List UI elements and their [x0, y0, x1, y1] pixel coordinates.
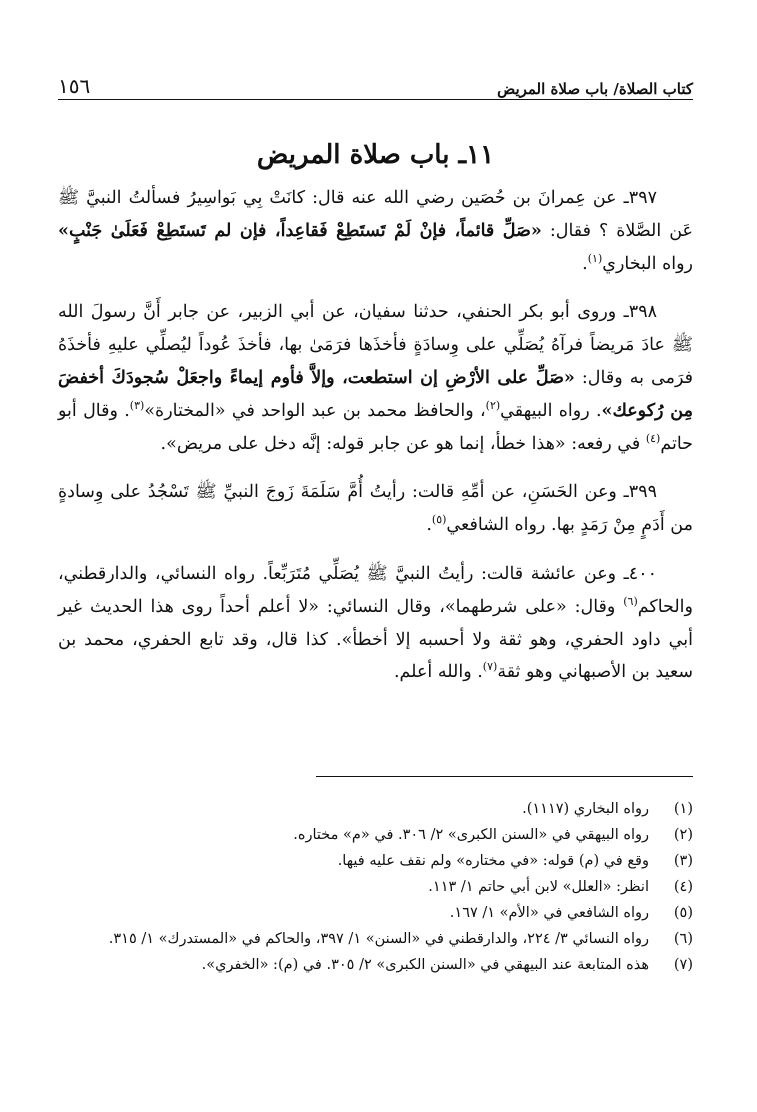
text-run: رواه البخاري [602, 253, 693, 274]
prophetic-quote: «صَلِّ قائماً، فإنْ لَمْ تَستَطِعْ فَقاعِداً، فإن لم تَستَطِعْ فَعَلَىٰ جَنْبٍ» [58, 220, 542, 241]
text-run: . رواه البيهقي [500, 400, 602, 421]
footnote [58, 850, 693, 872]
running-title: كتاب الصلاة/ باب صلاة المريض [497, 80, 693, 98]
text-run: . [426, 515, 432, 536]
text-run: . والله أعلم. [393, 662, 483, 683]
hadith-397 [58, 182, 693, 280]
footnote-number: (٣) [673, 853, 693, 869]
footnote-ref: (٧) [482, 660, 498, 674]
text-run: ٣٩٧ـ عن عِمرانَ بن حُصَين رضي الله عنه قال: كانَتْ بِي بَواسِيرُ فسألتُ النبيَّ ﷺ عَن الصَّلاة ؟ فقال: [58, 188, 693, 241]
footnote-ref: (٤) [645, 431, 661, 445]
hadith-400 [58, 558, 693, 689]
hadith-398 [58, 296, 693, 460]
footnote-number: (١) [673, 801, 693, 817]
footnote-number: (٥) [673, 905, 693, 921]
main-text [58, 182, 693, 689]
footnote [58, 876, 693, 898]
footnote-number: (٦) [673, 931, 693, 947]
footnote-number: (٧) [673, 957, 693, 973]
footnote-ref: (٣) [129, 398, 145, 412]
footnote [58, 928, 693, 950]
footnote-text: وقع في (م) قوله: «في مختاره» ولم نقف عليه فيها. [337, 853, 649, 869]
footnote-number: (٢) [673, 827, 693, 843]
footnote-separator [316, 776, 693, 777]
prophetic-quote: «صَلِّ على الأرْضِ إن استطعت، وإلاَّ فأوم إيماءً واجعَلْ سُجودَكَ أخفضَ مِن رُكوعك» [58, 367, 694, 421]
footnote-text: رواه النسائي ٣/ ٢٢٤، والدارقطني في «السنن» ١/ ٣٩٧، والحاكم في «المستدرك» ١/ ٣١٥. [108, 931, 649, 947]
footnote [58, 954, 693, 976]
text-run: ٣٩٨ـ وروى أبو بكر الحنفي، حدثنا سفيان، عن أبي الزبير، عن جابر أَنَّ رسولَ الله ﷺ عادَ مَريضاً فرآهُ يُصَلِّي على وِسادَةٍ فأخذَها فرَمَىٰ بها، فأخذَ عُوداً ليُصلِّي عليهِ فأخذَهُ فرَمى به وقال: [58, 302, 693, 388]
footnote-text: رواه البيهقي في «السنن الكبرى» ٢/ ٣٠٦. في «م» مختاره. [293, 827, 649, 843]
running-header [58, 70, 693, 98]
footnote [58, 902, 693, 924]
footnote-ref: (٦) [623, 594, 638, 608]
footnote [58, 798, 693, 820]
footnote-ref: (٢) [485, 398, 501, 412]
footnote [58, 824, 693, 846]
footnote-text: هذه المتابعة عند البيهقي في «السنن الكبرى» ٢/ ٣٠٥. في (م): «الخفري». [201, 957, 649, 973]
footnote-number: (٤) [673, 879, 693, 895]
chapter-title: ١١ـ باب صلاة المريض [256, 140, 495, 170]
text-run: في رفعه: «هذا خطأ، إنما هو عن جابر قوله: إنَّه دخل على مريض». [160, 433, 646, 454]
hadith-399 [58, 476, 693, 542]
footnote-ref: (١) [587, 251, 603, 265]
footnote-text: رواه البخاري (١١١٧). [522, 801, 649, 817]
text-run: ٣٩٩ـ وعن الحَسَنِ، عن أمِّهِ قالت: رأيتُ أُمَّ سَلَمَةَ زَوجَ النبيِّ ﷺ تَسْجُدُ على وِسادةٍ من أَدَمٍ مِنْ رَمَدٍ بها. رواه الشافعي [58, 482, 693, 536]
page-number: ١٥٦ [58, 74, 91, 98]
header-rule [58, 99, 693, 100]
footnote-text: انظر: «العلل» لابن أبي حاتم ١/ ١١٣. [428, 879, 649, 895]
text-run: وقال: «على شرطهما»، وقال النسائي: «لا أعلم أحداً روى هذا الحديث غير أبي داود الحفري، وهو ثقة ولا أحسبه إلا أخطأ». كذا قال، وقد تابع الحفري، محمد بن سعيد بن الأصبهاني وهو ثقة [58, 596, 693, 683]
text-run: . وقال أبو حاتم [58, 400, 693, 454]
footnotes [58, 798, 693, 980]
footnote-ref: (٥) [431, 513, 447, 527]
text-run: ، والحافظ محمد بن عبد الواحد في «المختارة» [144, 400, 486, 421]
text-run: . [582, 253, 588, 274]
footnote-text: رواه الشافعي في «الأم» ١/ ١٦٧. [449, 905, 649, 921]
text-run: ٤٠٠ـ وعن عائشة قالت: رأيتُ النبيَّ ﷺ يُصَلِّي مُتَرَبِّعاً. رواه النسائي، والدارقطني، والحاكم [58, 563, 693, 617]
